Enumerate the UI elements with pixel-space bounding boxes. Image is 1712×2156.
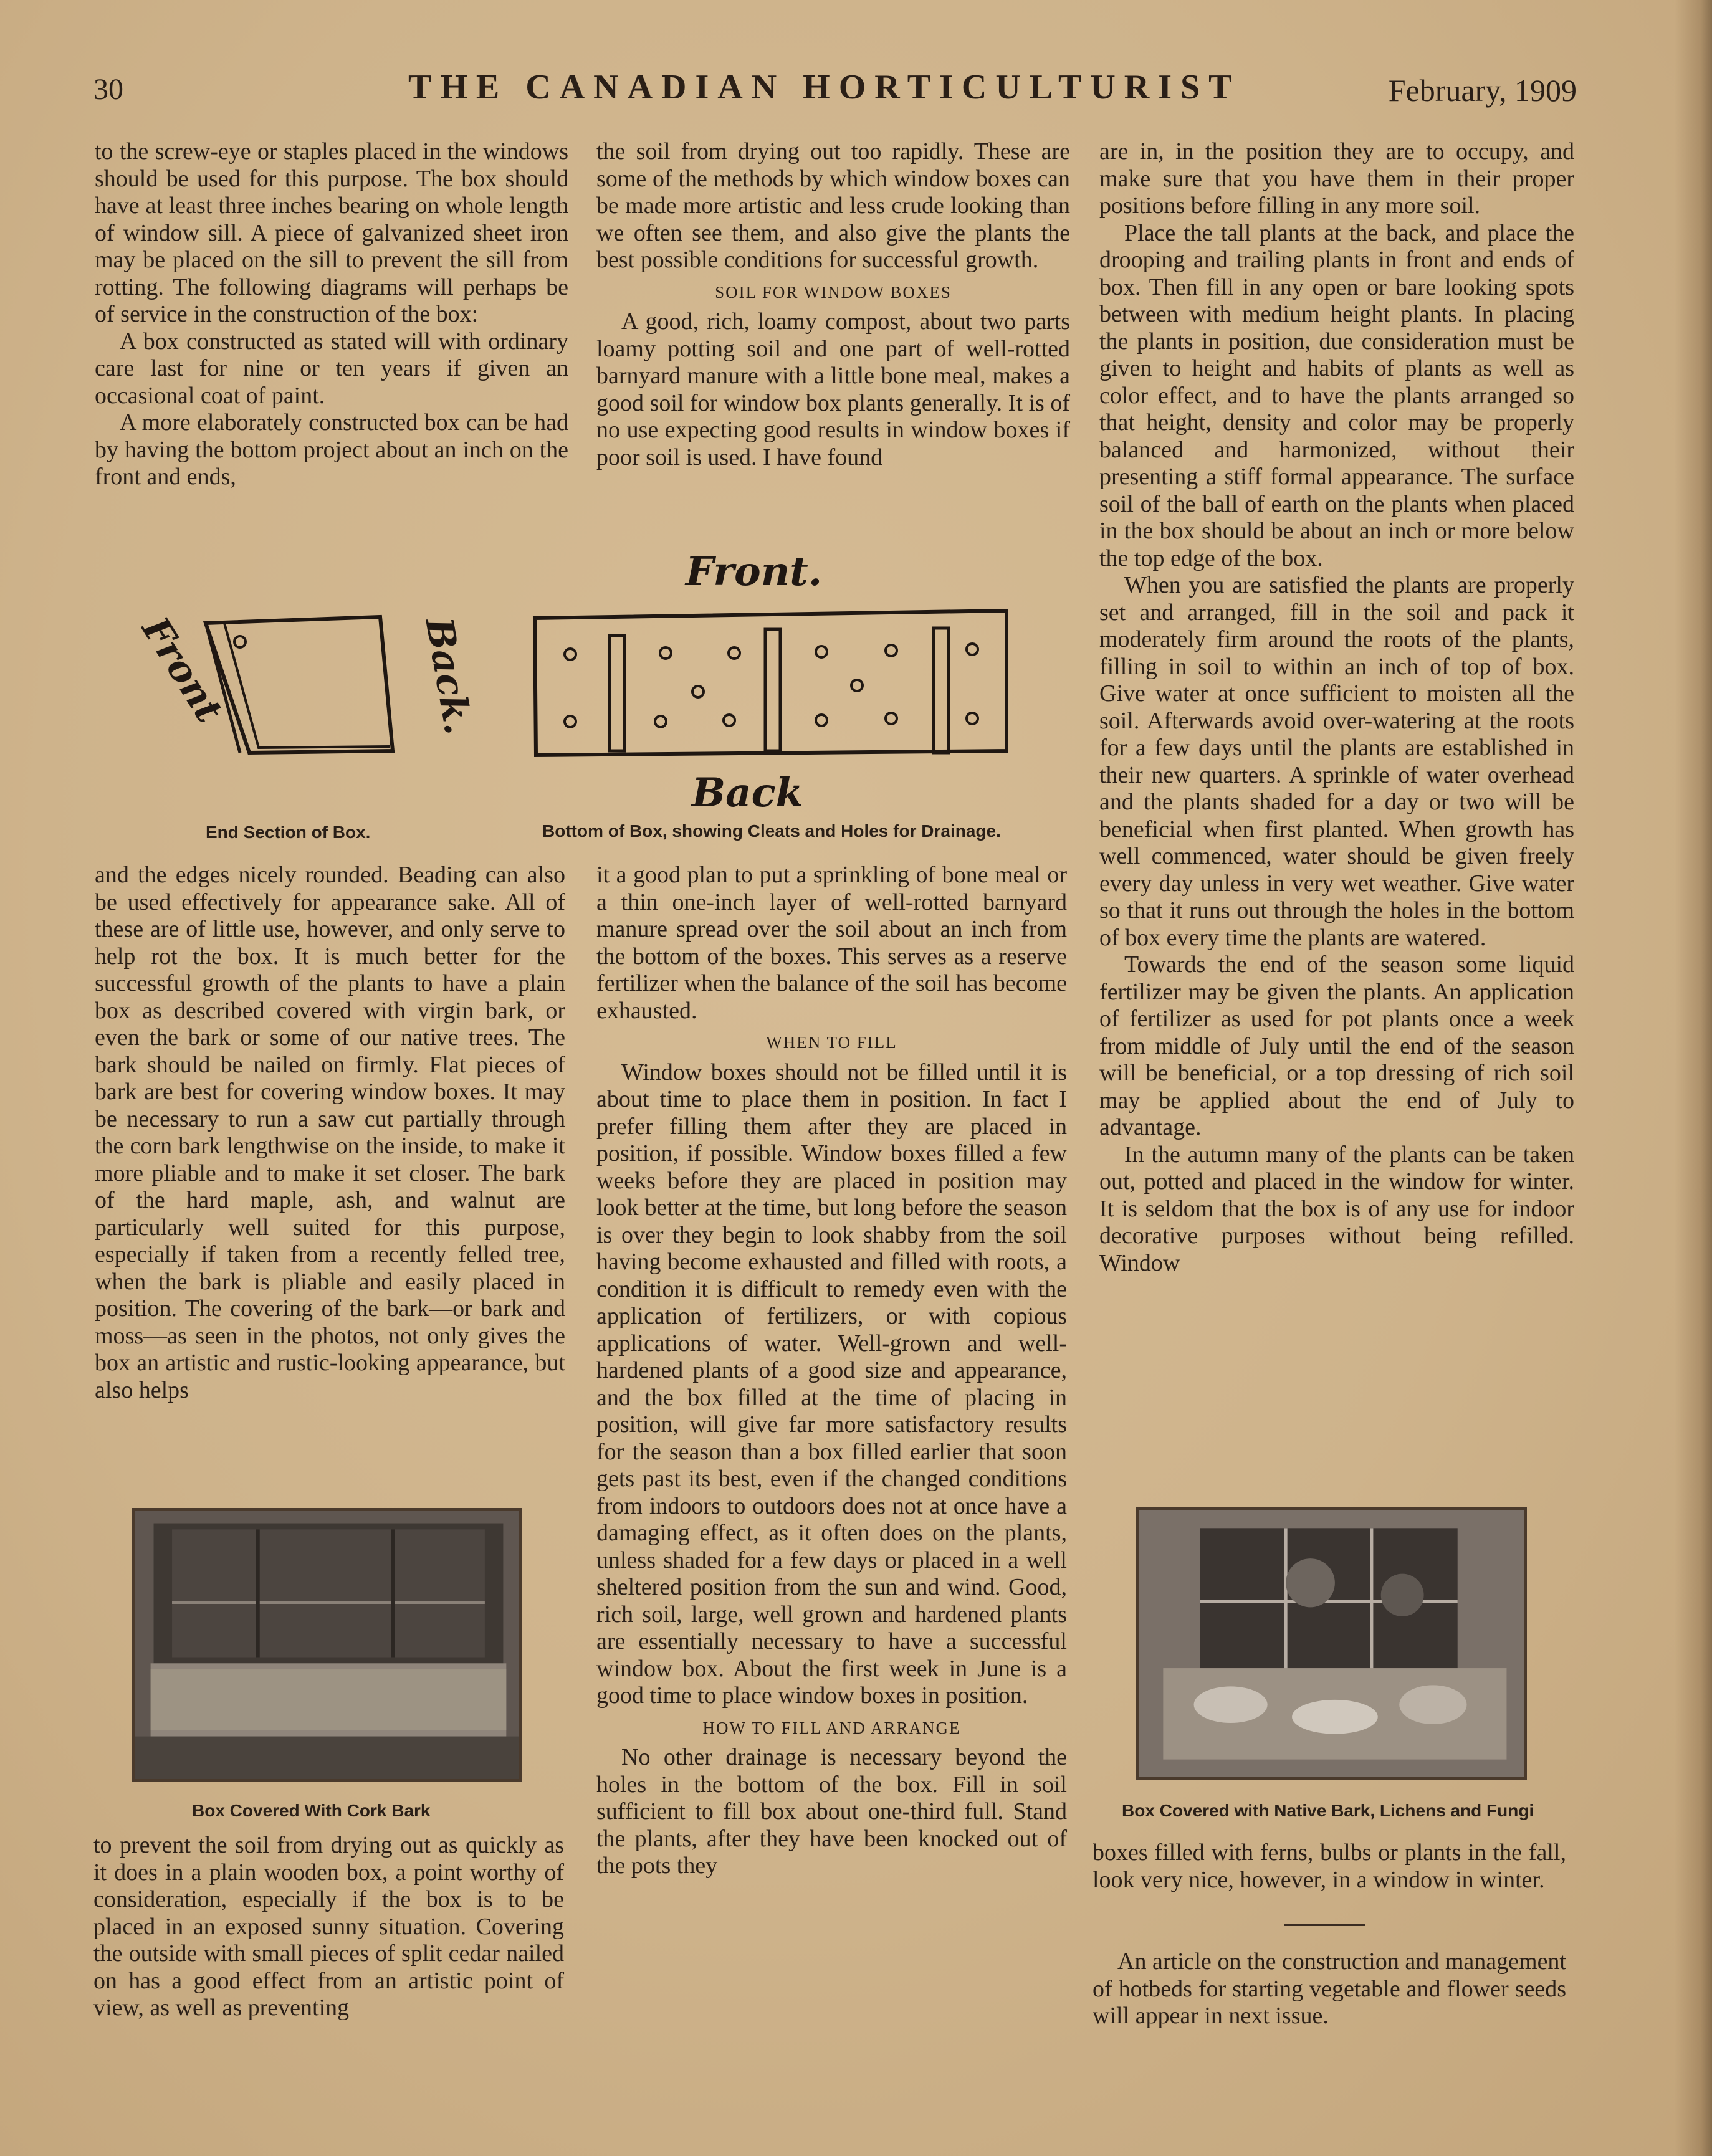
paragraph: it a good plan to put a sprinkling of bone meal or a thin one-inch layer of well-rotted barnyard manure spread over the soil about an inch from the bottom of the boxes. This serves as a reserve fertilizer when the balance of the soil has become exhausted. [596, 862, 1067, 1024]
paragraph: An article on the construction and management of hotbeds for starting vegetable and flower seeds will appear in next issue. [1093, 1949, 1566, 2029]
section-heading: HOW TO FILL AND ARRANGE [702, 1718, 961, 1737]
photo-native-bark-caption: Box Covered with Native Bark, Lichens and Fungi [1122, 1801, 1534, 1820]
page-spine-shadow [1675, 0, 1712, 2156]
issue-date: February, 1909 [1388, 73, 1577, 108]
end-front-label: Front [133, 609, 231, 730]
photo-native-bark-box [1136, 1507, 1527, 1780]
paragraph: Towards the end of the season some liquid fertilizer may be given the plants. An application of fertilizer as used for pot plants once a week from middle of July until the end of the season will be beneficial, or a top dressing of rich soil may be applied about the end of July to advantage. [1099, 952, 1574, 1140]
paragraph: In the autumn many of the plants can be taken out, potted and placed in the window for winter. It is seldom that the box is of any use for indoor decorative purposes without being refilled. Window [1099, 1141, 1574, 1276]
photo-cork-bark-image [135, 1511, 519, 1779]
column-1-top [95, 138, 568, 491]
page-header [93, 67, 1577, 117]
paragraph: to prevent the soil from drying out as quickly as it does in a plain wooden box, a point worthy of consideration, especially if the box is to be placed in an exposed sunny situation. Covering the outside with small pieces of split cedar nailed on has a good effect from an artistic point of view, as well as preventing [93, 1832, 564, 2021]
paragraph: and the edges nicely rounded. Beading can also be used effectively for appearance sake. All of these are of little use, however, and only serve to help rot the box. It is much better for the successful growth of the plants to have a plain box as described covered with virgin bark, or even the bark or some of our native trees. The bark should be nailed on firmly. Flat pieces of bark are best for covering window boxes. It may be necessary to run a saw cut partially through the corn bark lengthwise on the inside, to make it more pliable and to make it set closer. The bark of the hard maple, ash, and walnut are particularly well suited for this purpose, especially if taken from a recently felled tree, when the bark is pliable and easily placed in position. The covering of the bark—or bark and moss—as seen in the photos, not only gives the box an artistic and rustic-looking appearance, but also helps [95, 862, 565, 1403]
end-section-caption: End Section of Box. [206, 823, 371, 842]
column-3-note [1093, 1949, 1566, 2030]
photo-cork-bark-box [132, 1508, 522, 1782]
paragraph: A box constructed as stated will with ordinary care last for nine or ten years if given an occasional coat of paint. [95, 328, 568, 409]
photo-cork-bark-caption: Box Covered With Cork Bark [192, 1801, 431, 1820]
column-2-middle [596, 862, 1067, 1880]
paragraph: Window boxes should not be filled until it is about time to place them in position. In fact I prefer filling them after they are placed in position, if possible. Window boxes filled a few weeks before they are placed in position may look better at the time, but long before the season is over they begin to look shabby from the soil having become exhausted and filled with roots, a condition it is difficult to remedy even with the application of fertilizers, or with copious applications of water. Well-grown and well-hardened plants of a good size and appearance, and the box filled at the time of placing in position, will give far more satisfactory results for the season than a box filled earlier that soon gets past its best, even if the changed conditions from indoors to outdoors does not at once have a damaging effect, as it often does on the plants, unless shaded for a few days or placed in a well sheltered position from the sun and wind. Good, rich soil, large, well grown and hardened plants are essentially necessary to have a successful window box. About the first week in June is a good time to place window boxes in position. [596, 1059, 1067, 1709]
bottom-diagram-caption: Bottom of Box, showing Cleats and Holes for Drainage. [542, 821, 1001, 841]
section-heading: WHEN TO FILL [766, 1033, 897, 1052]
masthead: THE CANADIAN HORTICULTURIST [408, 68, 1241, 107]
page-number: 30 [93, 73, 123, 106]
column-1-bottom [93, 1832, 564, 2022]
paragraph: are in, in the position they are to occupy, and make sure that you have them in their proper positions before filling in any more soil. [1099, 138, 1574, 219]
paragraph: the soil from drying out too rapidly. These are some of the methods by which window boxes can be made more artistic and less crude looking than we often see them, and also give the plants the best possible conditions for successful growth. [596, 138, 1070, 273]
paragraph: to the screw-eye or staples placed in the windows should be used for this purpose. The box should have at least three inches bearing on whole length of window sill. A piece of galvanized sheet iron may be placed on the sill to prevent the sill from rotting. The following diagrams will perhaps be of service in the construction of the box: [95, 138, 568, 327]
divider-rule [1284, 1924, 1365, 1926]
paragraph: boxes filled with ferns, bulbs or plants in the fall, look very nice, however, in a window in winter. [1093, 1839, 1566, 1893]
paragraph: Place the tall plants at the back, and place the drooping and trailing plants in front and ends of box. Then fill in any open or bare looking spots between with medium height plants. In placing the plants in position, due consideration must be given to height and habits of plants as well as color effect, and to have the plants arranged so that height, density and color may be properly balanced and harmonized, without their presenting a stiff formal appearance. The surface soil of the ball of earth on the plants when placed in the box should be about an inch or more below the top edge of the box. [1099, 219, 1574, 571]
bottom-diagram [530, 604, 1016, 760]
end-back-label: Back. [416, 614, 481, 738]
photo-native-bark-image [1139, 1510, 1524, 1777]
paragraph: When you are satisfied the plants are properly set and arranged, fill in the soil and pack it moderately firm around the roots of the plants, filling in soil to within an inch of top of box. Give water at once sufficient to moisten all the soil. Afterwards avoid over-watering at the roots for a few days until the plants are established in their new quarters. A sprinkle of water overhead and the plants shaded for a day or two will be beneficial when first planted. When growth has well commenced, water should be given freely every day unless in very wet weather. Give water so that it runs out through the holes in the bottom of box every time the plants are watered. [1099, 572, 1574, 951]
bottom-back-label: Back [692, 770, 803, 816]
column-3 [1099, 138, 1574, 1277]
paragraph: A more elaborately constructed box can be had by having the bottom project about an inch on the front and ends, [95, 409, 568, 490]
bottom-drawing [530, 604, 1016, 760]
paragraph: A good, rich, loamy compost, about two parts loamy potting soil and one part of well-rotted barnyard manure with a little bone meal, makes a good soil for window box plants generally. It is of no use expecting good results in window boxes if poor soil is used. I have found [596, 308, 1070, 470]
column-3-bottom [1093, 1839, 1566, 1894]
section-heading: SOIL FOR WINDOW BOXES [715, 282, 952, 302]
bottom-front-label: Front. [686, 548, 823, 595]
column-1-middle [95, 862, 565, 1404]
paragraph: No other drainage is necessary beyond the holes in the bottom of the box. Fill in soil sufficient to fill box about one-third full. Stand the plants, after they have been knocked out of the pots they [596, 1744, 1067, 1879]
column-2-top [596, 138, 1070, 471]
